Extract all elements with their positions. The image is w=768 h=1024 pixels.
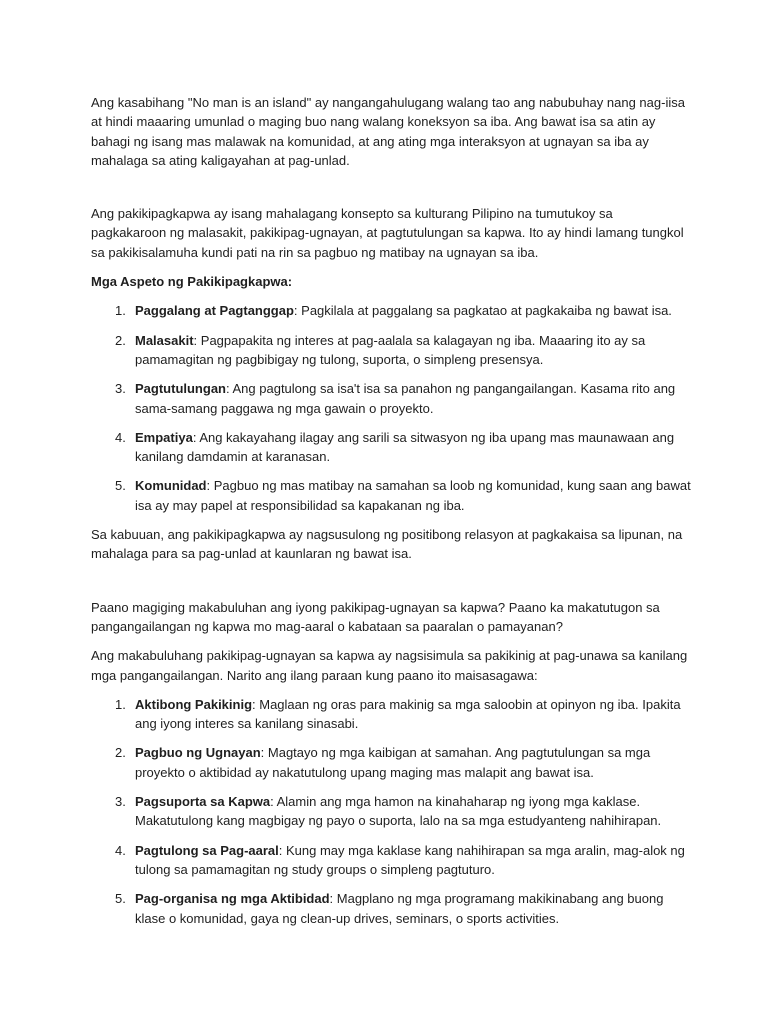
spacer (91, 685, 691, 695)
list-item-term: Pagtutulungan (135, 381, 226, 397)
spacer (91, 636, 691, 646)
list-item-text: : Pagpapakita ng interes at pag-aalala sa kalagayan ng iba. Maaaring ito ay sa pamamagitan ng pagbibigay ng tulong, suporta, o simpleng presensya. (135, 332, 646, 367)
list-item-term: Aktibong Pakikinig (135, 696, 253, 712)
list-item-term: Paggalang at Pagtanggap (135, 303, 294, 319)
list-item-text: : Magplano ng mga programang makikinabang ang buong klase o komunidad, gaya ng clean-up drives, seminars, o sports activities. (135, 891, 664, 926)
list-item (91, 889, 691, 928)
list-item-number: 3. (115, 381, 126, 397)
list-item (91, 841, 691, 880)
list-item-text: : Maglaan ng oras para makinig sa mga saloobin at opinyon ng iba. Ipakita ang iyong interes sa kanilang sinasabi. (135, 696, 681, 732)
list-item-number: 1. (115, 303, 126, 319)
aspeto-list (91, 301, 691, 515)
spacer (91, 170, 691, 204)
answer-paragraph: Ang makabuluhang pakikipag-ugnayan sa kapwa ay nagsisimula sa pakikinig at pag-unawa sa kanilang mga pangangailangan. Narito ang ilang paraan kung paano ito maisasagawa: (91, 648, 688, 683)
list-item (91, 792, 691, 831)
list-item-text: : Ang pagtulong sa isa't isa sa panahon ng pangangailangan. Kasama rito ang sama-samang paggawa ng mga gawain o proyekto. (135, 381, 676, 416)
list-item-text: : Magtayo ng mga kaibigan at samahan. Ang pagtutulungan sa mga proyekto o aktibidad ay nakatutulong upang maging mas malapit ang bawat isa. (135, 745, 651, 780)
aspeto-heading: Mga Aspeto ng Pakikipagkapwa: (91, 274, 293, 290)
list-item-number: 2. (115, 332, 126, 348)
list-item-text: : Kung may mga kaklase kang nahihirapan sa mga aralin, mag-alok ng tulong sa pamamagitan ng study groups o simpleng pagtuturo. (135, 842, 685, 877)
list-item (91, 476, 691, 515)
list-item-text: : Alamin ang mga hamon na kinahaharap ng iyong mga kaklase. Makatutulong kang magbigay ng payo o suporta, lalo na sa mga estudyanteng nahihirapan. (135, 794, 662, 829)
list-item-term: Pag-organisa ng mga Aktibidad (135, 891, 330, 907)
list-item-number: 5. (115, 891, 126, 907)
list-item (91, 743, 691, 782)
list-item (91, 301, 691, 320)
document-page (91, 93, 691, 938)
list-item-term: Malasakit (135, 332, 194, 348)
list-item-term: Pagtulong sa Pag-aaral (135, 842, 279, 858)
list-item-number: 2. (115, 745, 126, 761)
list-item (91, 695, 691, 734)
list-item-number: 3. (115, 794, 126, 810)
conclusion-paragraph: Sa kabuuan, ang pakikipagkapwa ay nagsusulong ng positibong relasyon at pagkakaisa sa lipunan, na mahalaga para sa pag-unlad at kaunlaran ng bawat isa. (91, 527, 683, 562)
list-item-text: : Ang kakayahang ilagay ang sarili sa sitwasyon ng iba upang mas maunawaan ang kanilang damdamin at karanasan. (135, 429, 675, 465)
spacer (91, 291, 691, 301)
list-item-number: 1. (115, 696, 126, 712)
list-item-term: Pagbuo ng Ugnayan (135, 745, 261, 761)
list-item-term: Empatiya (135, 429, 193, 445)
list-item-number: 4. (115, 429, 126, 445)
list-item-text: : Pagbuo ng mas matibay na samahan sa loob ng komunidad, kung saan ang bawat isa ay may papel at responsibilidad sa kapakanan ng iba. (135, 478, 691, 513)
spacer (91, 262, 691, 272)
list-item (91, 428, 691, 467)
list-item (91, 379, 691, 418)
list-item-number: 4. (115, 842, 126, 858)
list-item-number: 5. (115, 478, 126, 494)
question-paragraph: Paano magiging makabuluhan ang iyong pakikipag-ugnayan sa kapwa? Paano ka makatutugon sa pangangailangan ng kapwa mo mag-aaral o kabataan sa paaralan o pamayanan? (91, 599, 660, 634)
pakikipagkapwa-paragraph: Ang pakikipagkapwa ay isang mahalagang konsepto sa kulturang Pilipino na tumutukoy sa pagkakaroon ng malasakit, pakikipag-ugnayan, at pagtutulungan sa kapwa. Ito ay hindi lamang tungkol sa pakikisalamuha kundi pati na rin sa pagbuo ng matibay na ugnayan sa iba. (91, 206, 684, 260)
list-item-term: Pagsuporta sa Kapwa (135, 794, 271, 810)
paraan-list (91, 695, 691, 928)
list-item (91, 331, 691, 370)
list-item-term: Komunidad (135, 478, 207, 494)
list-item-text: : Pagkilala at paggalang sa pagkatao at pagkakaiba ng bawat isa. (293, 303, 672, 319)
intro-paragraph: Ang kasabihang "No man is an island" ay nangangahulugang walang tao ang nabubuhay nang nag-iisa at hindi maaaring umunlad o maging buo nang walang koneksyon sa iba. Ang bawat isa sa atin ay bahagi ng isang mas malawak na komunidad, at ang ating mga interaksyon at ugnayan sa iba ay mahalaga sa ating kaligayahan at pag-unlad. (91, 95, 685, 168)
spacer (91, 564, 691, 598)
